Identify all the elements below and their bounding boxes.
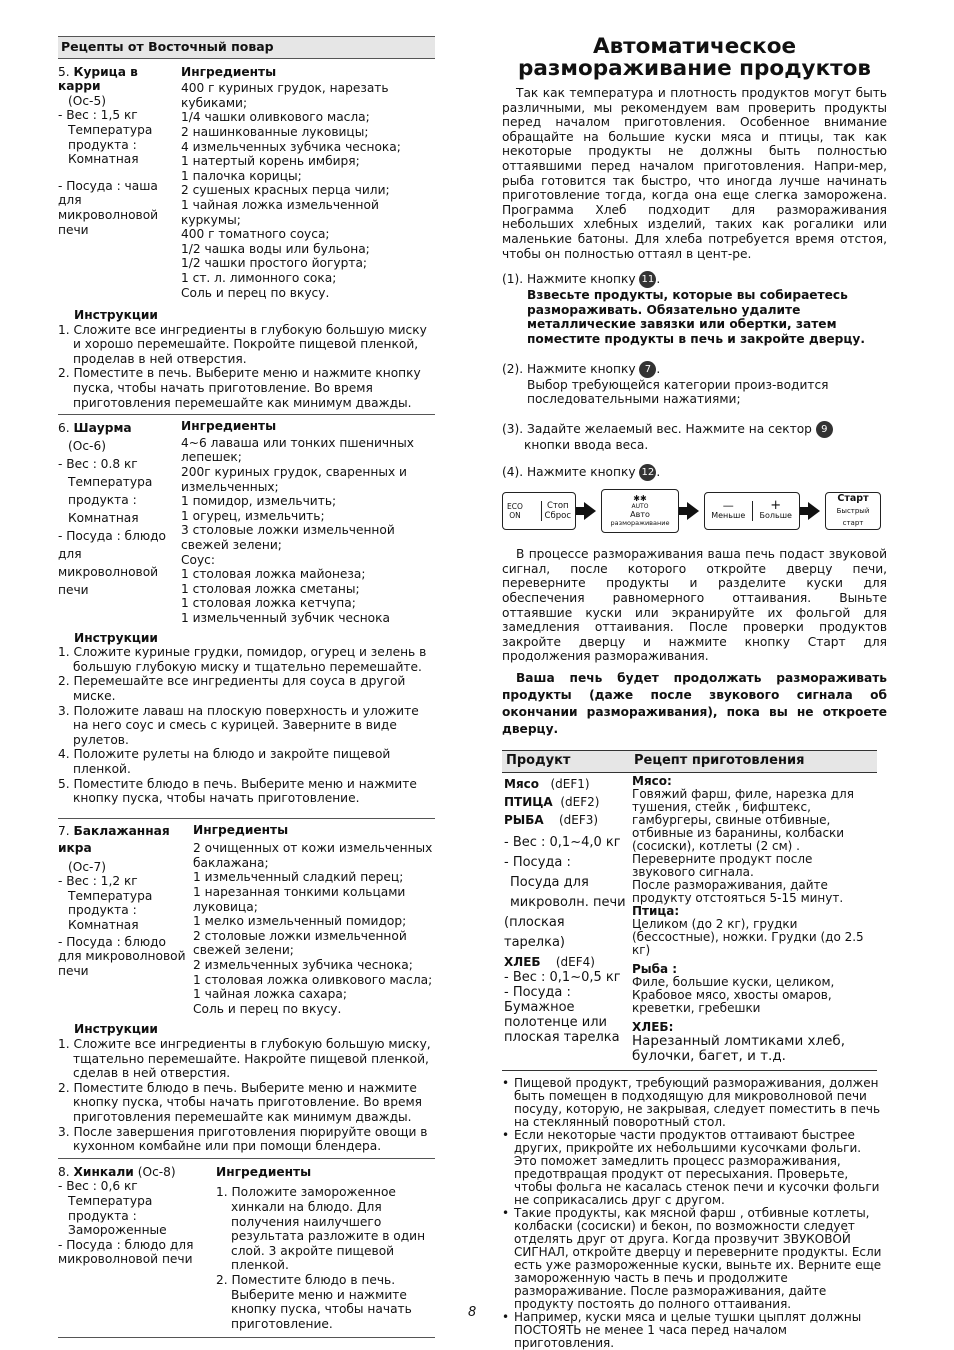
ingredients-list: 400 г куриных грудок, нарезать кубиками; 1/4 чашки оливкового масла; 2 нашинкованные луковицы; 4 измельченных зубчика чеснока; 1 натертый корень имбиря; 1 палочка корицы; 2 сушеных красных перца чили; 1 чайная ложка измельченной куркумы; 400 г томатного соуса; 1/2 чашка воды или бульона; 1/2 чашки простого йогурта; 1 ст. л. лимонного сока; Соль и перец по вкусу.	[181, 81, 401, 300]
section-title: Рецепты от Восточный повар	[58, 36, 435, 59]
table-bottom-rule	[502, 1070, 877, 1071]
ingredients-list: 2 очищенных от кожи измельченных баклажана; 1 измельченный сладкий перец; 1 нарезанная тонкими кольцами луковица; 1 мелко измельченный помидор; 2 столовые ложки измельченной свежей зелени; 2 измельченных зубчика чеснока; 1 столовая ложка оливкового масла; 1 чайная ложка сахара; Соль и перец по вкусу.	[193, 841, 433, 1016]
recipe-meta: 7. Баклажанная икра (Oc-7) - Вес : 1,2 кг Температура продукта : Комнатная - Посуда : блюдо для микроволновой печи	[58, 823, 186, 978]
step-1: (1). Нажмите кнопку 11 . Взвесьте продукты, которые вы собираетесь размораживать. Обязательно удалите металлические завязки или обертки, затем поместите продукты в печь и закройте дверцу.	[502, 272, 866, 346]
instructions-title: Инструкции	[74, 308, 158, 323]
intro-paragraph: Так как температура и плотность продуктов могут быть различными, мы рекомендуем вам проверить продукты перед началом приготовления. Особенное внимание обращайте на большие куски мяса и птицы, так как некоторые продукты не должны быть полностью оттаявшими перед началом приготовления. Напри-мер, рыба готовится так быстро, что иногда лучше начинать приготовление тогда, когда она еще слегка заморожена. Программа Хлеб подходит для размораживания небольших хлебных изделий, таких как рогалики или маленькие батоны. Для хлеба потребуется время отстоя, чтобы он полностью оттаял в цент-ре.	[502, 86, 887, 261]
recipe-meta: 8. Хинкали (Oc-8) - Вес : 0,6 кг Температура продукта : Замороженные - Посуда : блюдо для микроволновой печи	[58, 1164, 194, 1267]
recipe-6	[58, 415, 435, 818]
eco-stop-button: ECO ON Стоп Сброс	[502, 492, 576, 530]
step-2: (2). Нажмите кнопку 7 . Выбор требующейся категории произ-водится последовательными нажатиями;	[502, 361, 829, 407]
control-panel-diagram	[502, 489, 887, 533]
start-button: Старт Быстрый старт	[825, 492, 881, 530]
snowflake-icon: ✱✱	[633, 494, 647, 504]
defrost-table: Продукт Рецепт приготовления Мясо (dEF1) ПТИЦА (dEF2) РЫБА (dEF3) - Вес : 0,1~4,0 кг - Посуда : Посуда для микроволн. печи (плоская тарелка) ХЛЕБ (dEF4) - Вес : 0,1~0,5 кг - Посуда : Бумажное полотенце или плоская тарелка Мясо: Говяжий фарш, филе, нарезка для тушения, стейк , бифштекс, гамбургеры, свиные отбивные, отбивные из баранины, колбаски (сосиски), котлеты (2 см) . Переверните продукт после звукового сигнала. После размораживания, дайте продукту отстояться 5-15 минут. Птица: Целиком (до 2 кг), грудки (бесcостные), ножки. Грудки (до 2.5 кг) Рыба : Филе, большие куски, целиком, Крабовое мясо, хвосты омаров, креветки, гребешки ХЛЕБ: Нарезанный ломтиками хлеб, булочки, багет, и т.д.	[502, 750, 877, 1066]
weight-buttons: — Меньше + Больше	[704, 492, 800, 530]
page-number: 8	[468, 1305, 477, 1320]
note-paragraph: Ваша печь будет продолжать размораживать продукты (даже после звукового сигнала об окончании размораживания), пока вы не откроете дверцу.	[502, 671, 887, 737]
recipe-7	[58, 819, 435, 1159]
ingredients-list: 4~6 лаваша или тонких пшеничных лепешек; 200г куриных грудок, сваренных и измельченных; 1 помидор, измельчить; 1 огурец, измельчить; 3 столовые ложки измельченной свежей зелени; Соус: 1 столовая ложка майонеза; 1 столовая ложка сметаны; 1 столовая ложка кетчупа; 1 измельченный зубчик чеснока	[181, 435, 414, 625]
recipe-name: Курица в карри	[58, 64, 138, 94]
ingredients: Ингредиенты 400 г куриных грудок, нарезать кубиками; 1/4 чашки оливкового масла; 2 нашинкованные луковицы; 4 измельченных зубчика чеснока; 1 натертый корень имбиря; 1 палочка корицы; 2 сушеных красных перца чили; 1 чайная ложка измельченной куркумы; 400 г томатного соуса; 1/2 чашка воды или бульона; 1/2 чашки простого йогурта; 1 ст. л. лимонного сока; Соль и перец по вкусу.	[181, 65, 435, 301]
right-column	[502, 36, 887, 1350]
instructions-list: 1. Положите замороженное хинкали на блюдо. Для получения наилучшего результата разложите в один слой. 3 акройте пищевой пленкой. 2. Поместите блюдо в печь. Выберите меню и нажмите кнопку пуска, чтобы начать приготовление.	[216, 1185, 426, 1331]
recipe-8	[58, 1159, 435, 1339]
product-cell: Мясо (dEF1) ПТИЦА (dEF2) РЫБА (dEF3) - Вес : 0,1~4,0 кг - Посуда : Посуда для микроволн. печи (плоская тарелка) ХЛЕБ (dEF4) - Вес : 0,1~0,5 кг - Посуда : Бумажное полотенце или плоская тарелка	[504, 776, 626, 1045]
button-number-icon: 11	[639, 271, 656, 288]
page-title: Автоматическое размораживание продуктов	[517, 34, 872, 81]
instructions-list: 1. Сложите куриные грудки, помидор, огурец и зелень в большую глубокую миску и тщательно перемешайте. 2. Перемешайте все ингредиенты для соуса в другой миске. 3. Положите лаваш на плоскую поверхность и уложите на него соус и смесь с курицей. Заверните в виде рулетов. 4. Положите рулеты на блюдо и закройте пищевой пленкой. 5. Поместите блюдо в печь. Выберите меню и нажмите кнопку пуска, чтобы начать приготовление.	[58, 645, 427, 806]
recipe-name: Баклажанная икра	[58, 823, 170, 855]
notes-list: • Пищевой продукт, требующий размораживания, должен быть помещен в подходящую для микроволновой печи посуду, которую, не закрывая, следует поместить в печь на стеклянный поворотный стол. • Если некоторые части продуктов оттаивают быстрее других, прикройте их небольшими кусочками фольги. Это поможет замедлить процесс размораживания, предотвращая продукт от пересыхания. Проверьте, чтобы фольга не касалась стенок печи и кусочки фольги не соприкасались друг с другом. • Такие продукты, как мясной фарш , отбивные котлеты, колбаски (сосиски) и бекон, по возможности следует отделять друг от друга. Когда прозвучит ЗВУКОВОЙ СИГНАЛ, откройте дверцу и переверните продукты. Если есть уже размороженные куски, выньте их. Верните еще замороженную часть в печь и продолжите размораживание. После размораживания, дайте продукту постоять до полного оттаивания. • Например, куски мяса и целые тушки цыплят должны ПОСТОЯТЬ не менее 1 часа перед началом приготовления.	[502, 1077, 887, 1350]
arrow-icon	[687, 502, 699, 520]
ingredients: Ингредиенты 1. Положите замороженное хинкали на блюдо. Для получения наилучшего результата разложите в один слой. 3 акройте пищевой пленкой. 2. Поместите блюдо в печь. Выберите меню и нажмите кнопку пуска, чтобы начать приготовление.	[216, 1165, 435, 1332]
button-number-icon: 12	[639, 464, 656, 481]
recipe-meta: 6. Шаурма (Oc-6) - Вес : 0.8 кг Температура продукта : Комнатная - Посуда : блюдо для микроволновой печи	[58, 421, 167, 598]
instructions-list: 1. Сложите все ингредиенты в глубокую большую миску, тщательно перемешайте. Накройте пищевой пленкой, сделав в ней отверстия. 2. Поместите блюдо в печь. Выберите меню и нажмите кнопку пуска, чтобы начать приготовление. Во время приготовления перемешайте как минимум дважды. 3. После завершения приготовления пюрируйте овощи в кухонном комбайне или при помощи блендера.	[58, 1037, 431, 1154]
ingredients: Ингредиенты 4~6 лаваша или тонких пшеничных лепешек; 200г куриных грудок, сваренных и измельченных; 1 помидор, измельчить; 1 огурец, измельчить; 3 столовые ложки измельченной свежей зелени; Соус: 1 столовая ложка майонеза; 1 столовая ложка сметаны; 1 столовая ложка кетчупа; 1 измельченный зубчик чеснока	[181, 419, 435, 625]
arrow-icon	[584, 502, 596, 520]
recipe-cell: Мясо: Говяжий фарш, филе, нарезка для тушения, стейк , бифштекс, гамбургеры, свиные отбивные, отбивные из баранины, колбаски (сосиски), котлеты (2 см) . Переверните продукт после звукового сигнала. После размораживания, дайте продукту отстояться 5-15 минут. Птица: Целиком (до 2 кг), грудки (бесcостные), ножки. Грудки (до 2.5 кг) Рыба : Филе, большие куски, целиком, Крабовое мясо, хвосты омаров, креветки, гребешки ХЛЕБ: Нарезанный ломтиками хлеб, булочки, багет, и т.д.	[632, 773, 864, 1064]
recipe-5	[58, 59, 435, 416]
step-4: (4). Нажмите кнопку 12 .	[502, 465, 661, 480]
recipe-name: Хинкали	[73, 1164, 134, 1179]
step-3: (3). Задайте желаемый вес. Нажмите на сектор 9 кнопки ввода веса.	[502, 421, 887, 453]
instructions-title: Инструкции	[74, 1022, 158, 1037]
button-number-icon: 9	[816, 421, 833, 438]
ingredients: Ингредиенты 2 очищенных от кожи измельченных баклажана; 1 измельченный сладкий перец; 1 нарезанная тонкими кольцами луковица; 1 мелко измельченный помидор; 2 столовые ложки измельченной свежей зелени; 2 измельченных зубчика чеснока; 1 столовая ложка оливкового масла; 1 чайная ложка сахара; Соль и перец по вкусу.	[193, 823, 435, 1017]
arrow-icon	[808, 502, 820, 520]
left-column	[58, 36, 435, 1338]
instructions-title: Инструкции	[74, 630, 158, 645]
recipe-meta: 5. Курица в карри (Oc-5) - Вес : 1,5 кг Температура продукта : Комнатная - Посуда : чаша для микроволновой печи	[58, 64, 159, 237]
recipe-name: Шаурма	[73, 421, 132, 436]
button-number-icon: 7	[639, 361, 656, 378]
after-paragraph: В процессе размораживания ваша печь подаст звуковой сигнал, после которого откройте дверцу печи, переверните продукты и разделите куски для обеспечения равномерного оттаивания. Выньте оттаявшие куски или экранируйте их фольгой для замедления оттаивания. После проверки продуктов закройте дверцу и нажмите кнопку Старт для продолжения размораживания.	[502, 547, 887, 664]
auto-defrost-button: ✱✱ AUTO Авто размораживание	[601, 489, 679, 533]
instructions-list: 1. Сложите все ингредиенты в глубокую большую миску и хорошо перемешайте. Покройте пищевой пленкой, проделав в ней отверстия. 2. Поместите в печь. Выберите меню и нажмите кнопку пуска, чтобы начать приготовление. Во время приготовления перемешайте как минимум дважды.	[58, 322, 427, 410]
